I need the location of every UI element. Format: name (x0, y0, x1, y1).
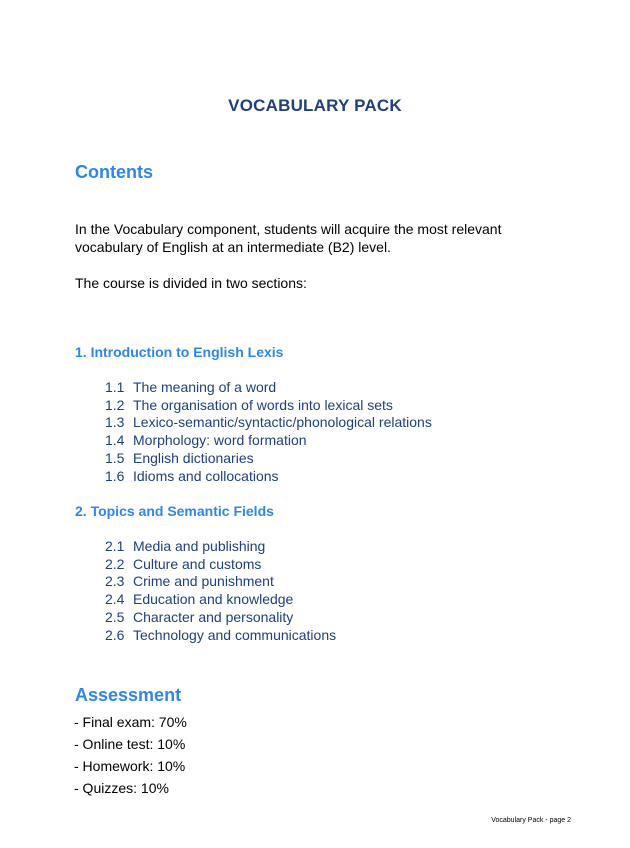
item-label: The organisation of words into lexical sets (133, 396, 393, 413)
document-title: VOCABULARY PACK (228, 96, 402, 115)
assessment-item: - Quizzes: 10% (74, 780, 169, 796)
item-label: Idioms and collocations (133, 467, 279, 484)
item-number: 2.5 (105, 608, 125, 625)
assessment-list (74, 711, 187, 799)
item-label: Morphology: word formation (133, 432, 307, 449)
item-number: 1.4 (105, 432, 125, 449)
list-item (105, 379, 432, 397)
list-item (105, 556, 336, 574)
item-label: Media and publishing (133, 538, 266, 554)
item-label: English dictionaries (133, 449, 254, 466)
section-1-title: 1. Introduction to English Lexis (75, 344, 284, 360)
intro-text (75, 220, 555, 292)
assessment-item: - Homework: 10% (74, 758, 186, 774)
item-number: 1.3 (105, 414, 125, 431)
list-item (105, 573, 336, 591)
item-label: Education and knowledge (133, 591, 294, 608)
item-number: 1.5 (105, 449, 125, 466)
list-item (105, 627, 336, 645)
list-item (105, 450, 432, 468)
item-number: 1.1 (105, 379, 125, 395)
item-number: 2.3 (105, 573, 125, 590)
item-number: 2.6 (105, 626, 125, 643)
intro-paragraph-2: The course is divided in two sections: (75, 275, 307, 291)
list-item (105, 609, 336, 627)
item-label: Crime and punishment (133, 573, 274, 590)
item-label: The meaning of a word (133, 379, 277, 395)
page-footer: Vocabulary Pack - page 2 (491, 817, 571, 824)
item-number: 2.2 (105, 555, 125, 572)
item-number: 2.1 (105, 538, 125, 554)
item-label: Lexico-semantic/syntactic/phonological relations (133, 414, 432, 431)
contents-heading: Contents (75, 162, 153, 182)
list-item (105, 432, 432, 450)
assessment-heading: Assessment (75, 685, 182, 705)
list-item (105, 591, 336, 609)
assessment-item: - Final exam: 70% (74, 714, 187, 730)
item-number: 2.4 (105, 591, 125, 608)
item-number: 1.2 (105, 396, 125, 413)
item-label: Technology and communications (133, 626, 337, 643)
section-2-title: 2. Topics and Semantic Fields (75, 503, 274, 519)
item-label: Culture and customs (133, 555, 262, 572)
item-label: Character and personality (133, 608, 294, 625)
intro-paragraph-1: In the Vocabulary component, students will acquire the most relevant vocabulary of English at an intermediate (B2) level. (75, 221, 502, 255)
list-item (105, 468, 432, 486)
section-1-items (105, 379, 432, 485)
list-item (105, 538, 336, 556)
list-item (105, 414, 432, 432)
assessment-item: - Online test: 10% (74, 736, 186, 752)
item-number: 1.6 (105, 467, 125, 484)
list-item (105, 397, 432, 415)
section-2-items (105, 538, 336, 644)
